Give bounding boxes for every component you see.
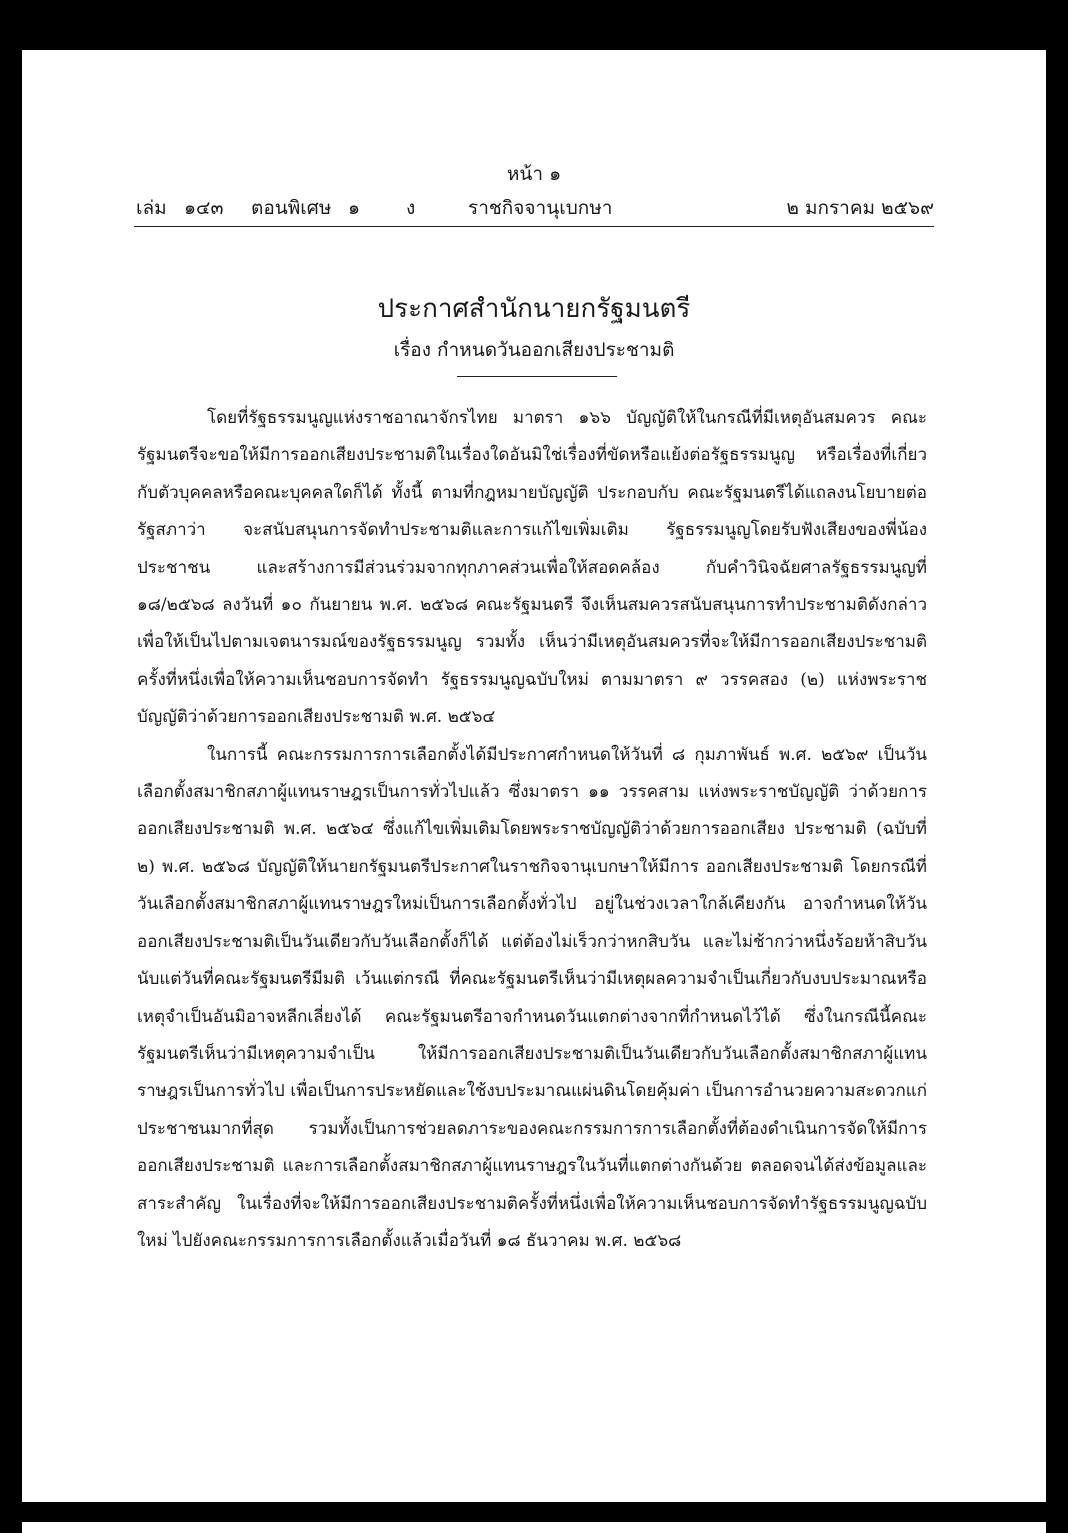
body-paragraph-1: โดยที่รัฐธรรมนูญแห่งราชอาณาจักรไทย มาตรา ๑๖๖ บัญญัติให้ในกรณีที่มีเหตุอันสมควร คณะรัฐมนตรีจะขอให้มีการออกเสียงประชามติในเรื่องใดอันมิใช่เรื่องที่ขัดหรือแย้งต่อรัฐธรรมนูญ หรือเรื่องที่เกี่ยวกับตัวบุคคลหรือคณะบุคคลใดก็ได้ ทั้งนี้ ตามที่กฎหมายบัญญัติ ประกอบกับ คณะรัฐมนตรีได้แถลงนโยบายต่อรัฐสภาว่า จะสนับสนุนการจัดทำประชามติและการแก้ไขเพิ่มเติม รัฐธรรมนูญโดยรับฟังเสียงของพี่น้องประชาชน และสร้างการมีส่วนร่วมจากทุกภาคส่วนเพื่อให้สอดคล้อง กับคำวินิจฉัยศาลรัฐธรรมนูญที่ ๑๘/๒๕๖๘ ลงวันที่ ๑๐ กันยายน พ.ศ. ๒๕๖๘ คณะรัฐมนตรี จึงเห็นสมควรสนับสนุนการทำประชามติดังกล่าวเพื่อให้เป็นไปตามเจตนารมณ์ของรัฐธรรมนูญ รวมทั้ง เห็นว่ามีเหตุอันสมควรที่จะให้มีการออกเสียงประชามติครั้งที่หนึ่งเพื่อให้ความเห็นชอบการจัดทำ รัฐธรรมนูญฉบับใหม่ ตามมาตรา ๙ วรรคสอง (๒) แห่งพระราชบัญญัติว่าด้วยการออกเสียงประชามติ พ.ศ. ๒๕๖๔: [137, 408, 927, 728]
special-issue-number: ๑: [348, 197, 361, 219]
announcement-subject: เรื่อง กำหนดวันออกเสียงประชามติ: [393, 339, 675, 361]
volume-label: เล่ม: [136, 197, 167, 219]
document-page: [22, 50, 1046, 1502]
announcement-body: [137, 400, 927, 1260]
body-paragraph-2: ในการนี้ คณะกรรมการการเลือกตั้งได้มีประกาศกำหนดให้วันที่ ๘ กุมภาพันธ์ พ.ศ. ๒๕๖๙ เป็นวันเลือกตั้งสมาชิกสภาผู้แทนราษฎรเป็นการทั่วไปแล้ว ซึ่งมาตรา ๑๑ วรรคสาม แห่งพระราชบัญญัติ ว่าด้วยการออกเสียงประชามติ พ.ศ. ๒๕๖๔ ซึ่งแก้ไขเพิ่มเติมโดยพระราชบัญญัติว่าด้วยการออกเสียง ประชามติ (ฉบับที่ ๒) พ.ศ. ๒๕๖๘ บัญญัติให้นายกรัฐมนตรีประกาศในราชกิจจานุเบกษาให้มีการ ออกเสียงประชามติ โดยกรณีที่วันเลือกตั้งสมาชิกสภาผู้แทนราษฎรใหม่เป็นการเลือกตั้งทั่วไป อยู่ในช่วงเวลาใกล้เคียงกัน อาจกำหนดให้วันออกเสียงประชามติเป็นวันเดียวกับวันเลือกตั้งก็ได้ แต่ต้องไม่เร็วกว่าหกสิบวัน และไม่ช้ากว่าหนึ่งร้อยห้าสิบวันนับแต่วันที่คณะรัฐมนตรีมีมติ เว้นแต่กรณี ที่คณะรัฐมนตรีเห็นว่ามีเหตุผลความจำเป็นเกี่ยวกับงบประมาณหรือเหตุจำเป็นอันมิอาจหลีกเลี่ยงได้ คณะรัฐมนตรีอาจกำหนดวันแตกต่างจากที่กำหนดไว้ได้ ซึ่งในกรณีนี้คณะรัฐมนตรีเห็นว่ามีเหตุความจำเป็น ให้มีการออกเสียงประชามติเป็นวันเดียวกับวันเลือกตั้งสมาชิกสภาผู้แทนราษฎรเป็นการทั่วไป เพื่อเป็นการประหยัดและใช้งบประมาณแผ่นดินโดยคุ้มค่า เป็นการอำนวยความสะดวกแก่ประชาชนมากที่สุด รวมทั้งเป็นการช่วยลดภาระของคณะกรรมการการเลือกตั้งที่ต้องดำเนินการจัดให้มีการออกเสียงประชามติ และการเลือกตั้งสมาชิกสภาผู้แทนราษฎรในวันที่แตกต่างกันด้วย ตลอดจนได้ส่งข้อมูลและสาระสำคัญ ในเรื่องที่จะให้มีการออกเสียงประชามติครั้งที่หนึ่งเพื่อให้ความเห็นชอบการจัดทำรัฐธรรมนูญฉบับใหม่ ไปยังคณะกรรมการการเลือกตั้งแล้วเมื่อวันที่ ๑๘ ธันวาคม พ.ศ. ๒๕๖๘: [137, 744, 927, 1251]
announcement-title: ประกาศสำนักนายกรัฐมนตรี: [377, 294, 691, 324]
page-number: หน้า ๑: [506, 163, 562, 185]
gazette-name: ราชกิจจานุเบกษา: [468, 197, 613, 219]
special-issue-letter: ง: [406, 197, 416, 219]
publication-date: ๒ มกราคม ๒๕๖๙: [786, 197, 934, 219]
special-issue-label: ตอนพิเศษ: [251, 197, 332, 219]
volume-number: ๑๔๓: [184, 197, 224, 219]
title-divider: [457, 376, 617, 377]
gazette-header: [134, 162, 934, 227]
next-page-edge: [22, 1522, 1046, 1533]
